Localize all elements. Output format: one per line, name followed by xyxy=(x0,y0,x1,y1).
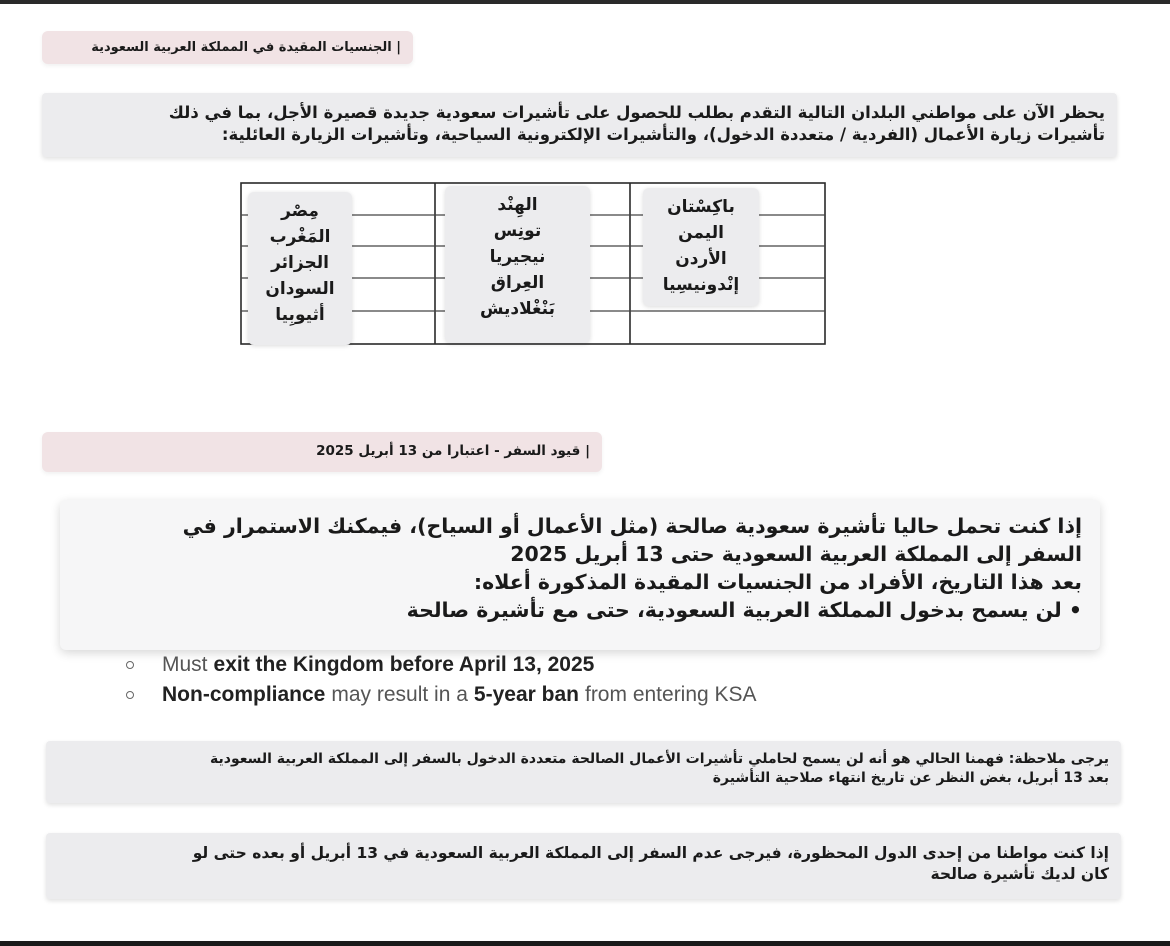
travel-restrictions-header xyxy=(42,432,602,472)
intro-paragraph xyxy=(42,93,1117,157)
country-sudan: السودان xyxy=(265,279,335,299)
country-column-1 xyxy=(643,188,759,306)
restricted-nationalities-header xyxy=(42,31,413,64)
country-iraq: العِراق xyxy=(490,273,545,293)
note-multiple-entry xyxy=(46,741,1121,803)
country-ethiopia: أثيوبِيا xyxy=(275,305,325,325)
notice-line-2: السفر إلى المملكة العربية السعودية حتى 13 أبريل 2025 xyxy=(510,542,1082,566)
english-bullet-item-2 xyxy=(124,680,1024,710)
country-jordan: الأردن xyxy=(675,249,727,269)
country-column-3 xyxy=(248,192,352,345)
notice-line-3: بعد هذا التاريخ، الأفراد من الجنسيات المقيدة المذكورة أعلاه: xyxy=(473,570,1082,594)
note-banned-countries xyxy=(46,833,1121,899)
country-india: الهِنْد xyxy=(497,195,538,215)
main-notice xyxy=(60,500,1100,650)
country-algeria: الجزائر xyxy=(271,253,329,273)
english-bullet-item-1 xyxy=(124,650,1024,680)
country-morocco: المَغْرب xyxy=(269,227,331,247)
intro-line-2: تأشيرات زيارة الأعمال (الفردية / متعددة الدخول)، والتأشيرات الإلكترونية السياحية، وتأشيرات الزيارة العائلية: xyxy=(221,125,1105,144)
notice-line-1: إذا كنت تحمل حاليا تأشيرة سعودية صالحة (مثل الأعمال أو السياح)، فيمكنك الاستمرار في xyxy=(182,514,1082,538)
item2-bold-1: Non-compliance xyxy=(162,683,326,706)
country-tunisia: تونِس xyxy=(493,221,542,241)
intro-line-1: يحظر الآن على مواطني البلدان التالية التقدم بطلب للحصول على تأشيرات سعودية جديدة قصيرة الأجل، بما في ذلك xyxy=(168,103,1105,122)
country-indonesia: إنْدونيسِيا xyxy=(662,275,740,295)
hollow-bullet-icon xyxy=(126,661,134,669)
note1-line-1: يرجى ملاحظة: فهمنا الحالي هو أنه لن يسمح لحاملي تأشيرات الأعمال الصالحة متعددة الدخول بالسفر إلى المملكة العربية السعودية xyxy=(210,751,1109,767)
english-bullet-list xyxy=(124,650,1024,710)
item2-plain-1: may result in a xyxy=(331,683,468,706)
countries-table xyxy=(240,182,826,345)
notice-line-4: • لن يسمح بدخول المملكة العربية السعودية، حتى مع تأشيرة صالحة xyxy=(406,598,1082,622)
country-nigeria: نيجيريا xyxy=(489,247,546,267)
country-column-2 xyxy=(445,186,590,343)
item1-plain: Must xyxy=(162,653,208,676)
top-border xyxy=(0,0,1170,4)
country-egypt: مِصْر xyxy=(281,201,319,221)
note2-line-1: إذا كنت مواطنا من إحدى الدول المحظورة، فيرجى عدم السفر إلى المملكة العربية السعودية في 13 أبريل أو بعده حتى لو xyxy=(192,844,1109,862)
travel-restrictions-title: | قيود السفر - اعتبارا من 13 أبريل 2025 xyxy=(316,443,590,460)
item2-bold-2: 5-year ban xyxy=(473,683,579,706)
item2-plain-2: from entering KSA xyxy=(584,683,757,706)
note2-line-2: كان لديك تأشيرة صالحة xyxy=(930,865,1109,883)
restricted-nationalities-title: | الجنسيات المقيدة في المملكة العربية السعودية xyxy=(91,40,401,55)
country-pakistan: باكِسْتان xyxy=(667,197,735,217)
hollow-bullet-icon xyxy=(126,691,134,699)
bottom-border xyxy=(0,941,1170,946)
note1-line-2: بعد 13 أبريل، بغض النظر عن تاريخ انتهاء صلاحية التأشيرة xyxy=(712,770,1109,786)
country-yemen: اليمن xyxy=(678,223,724,243)
country-bangladesh: بَنْغْلاديش xyxy=(480,299,555,319)
item1-bold: exit the Kingdom before April 13, 2025 xyxy=(213,653,595,676)
